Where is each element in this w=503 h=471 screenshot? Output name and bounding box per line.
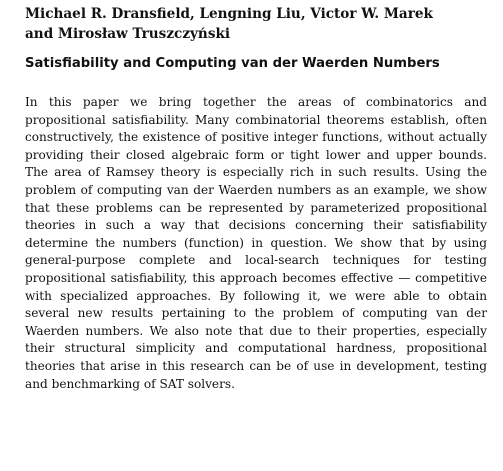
authors-line-2: and Mirosław Truszczyński (25, 26, 231, 42)
authors-line-1: Michael R. Dransfield, Lengning Liu, Victor W. Marek (25, 6, 433, 22)
abstract (25, 94, 487, 393)
abstract-text: In this paper we bring together the areas of combinatorics and propositional satisfiability. Many combinatorial theorems establish, often constructively, the existence of positive integer functions, without actually providing their closed algebraic form or tight lower and upper bounds. The area of Ramsey theory is especially rich in such results. Using the problem of computing van der Waerden numbers as an example, we show that these problems can be represented by parameterized propositional theories in such a way that decisions concerning their satisfiability determine the numbers (function) in question. We show that by using general-purpose complete and local-search techniques for testing propositional satisfiability, this approach becomes effective — competitive with specialized approaches. By following it, we were able to obtain several new results pertaining to the problem of computing van der Waerden numbers. We also note that due to their properties, especially their structural simplicity and computational hardness, propositional theories that arise in this research can be of use in development, testing and benchmarking of SAT solvers. (25, 95, 487, 391)
author-list (25, 4, 487, 44)
paper-title: Satisfiability and Computing van der Waerden Numbers (25, 56, 440, 71)
paper-page (25, 4, 487, 393)
